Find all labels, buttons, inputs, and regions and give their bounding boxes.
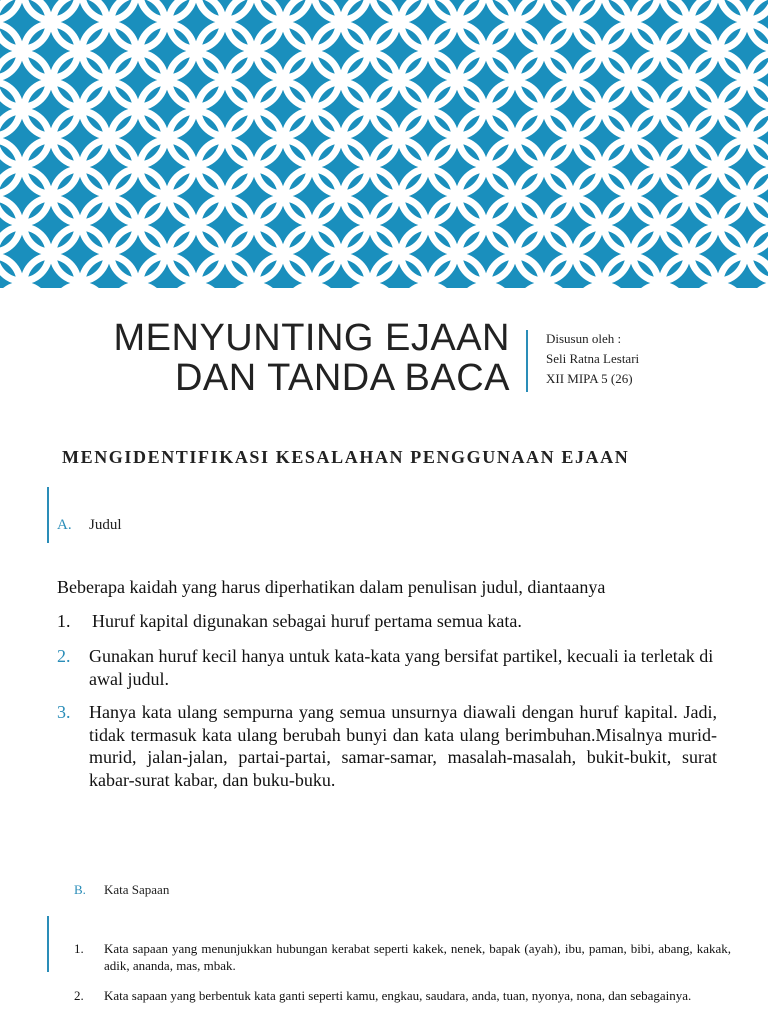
section-b-accent-line	[47, 916, 49, 972]
section-heading: MENGIDENTIFIKASI KESALAHAN PENGGUNAAN EJAAN	[62, 447, 630, 467]
list-item	[57, 701, 717, 791]
list-item-text: Huruf kapital digunakan sebagai huruf pertama semua kata.	[92, 611, 522, 631]
section-b-label: Kata Sapaan	[104, 882, 170, 897]
section-a-accent-line	[47, 487, 49, 543]
list-item-number: 2.	[74, 988, 84, 1003]
decorative-banner	[0, 0, 768, 288]
list-item-text: Gunakan huruf kecil hanya untuk kata-kata yang bersifat partikel, kecuali ia terletak di awal judul.	[89, 646, 714, 689]
list-item	[74, 940, 731, 974]
list-item-number: 2.	[57, 646, 71, 666]
page-title-line1: MENYUNTING EJAAN	[113, 317, 510, 359]
title-divider	[526, 330, 528, 392]
list-item-number: 1.	[57, 611, 71, 631]
list-item	[57, 645, 717, 690]
author-class: XII MIPA 5 (26)	[546, 371, 633, 386]
list-item-text: Hanya kata ulang sempurna yang semua unsurnya diawali dengan huruf kapital. Jadi, tidak termasuk kata ulang berubah bunyi dan kata ulang berimbuhan.Misalnya murid-murid, jalan-jalan, partai-partai, samar-samar, masalah-masalah, bukit-bukit, surat kabar-surat kabar, dan buku-buku.	[89, 702, 717, 790]
section-b-letter: B.	[74, 882, 86, 897]
list-item	[57, 610, 717, 633]
author-label: Disusun oleh :	[546, 331, 622, 346]
author-name: Seli Ratna Lestari	[546, 351, 640, 366]
section-a-intro: Beberapa kaidah yang harus diperhatikan dalam penulisan judul, diantaanya	[57, 577, 606, 597]
list-item-text: Kata sapaan yang menunjukkan hubungan kerabat seperti kakek, nenek, bapak (ayah), ibu, paman, bibi, abang, kakak, adik, ananda, mas, mbak.	[104, 941, 731, 973]
section-a-letter: A.	[57, 517, 72, 533]
list-item	[74, 987, 731, 1004]
list-item-text: Kata sapaan yang berbentuk kata ganti seperti kamu, engkau, saudara, anda, tuan, nyonya, nona, dan sebagainya.	[104, 988, 692, 1003]
list-item-number: 1.	[74, 941, 84, 956]
page-title-line2: DAN TANDA BACA	[174, 357, 510, 399]
section-a-label: Judul	[89, 517, 122, 533]
list-item-number: 3.	[57, 702, 71, 722]
